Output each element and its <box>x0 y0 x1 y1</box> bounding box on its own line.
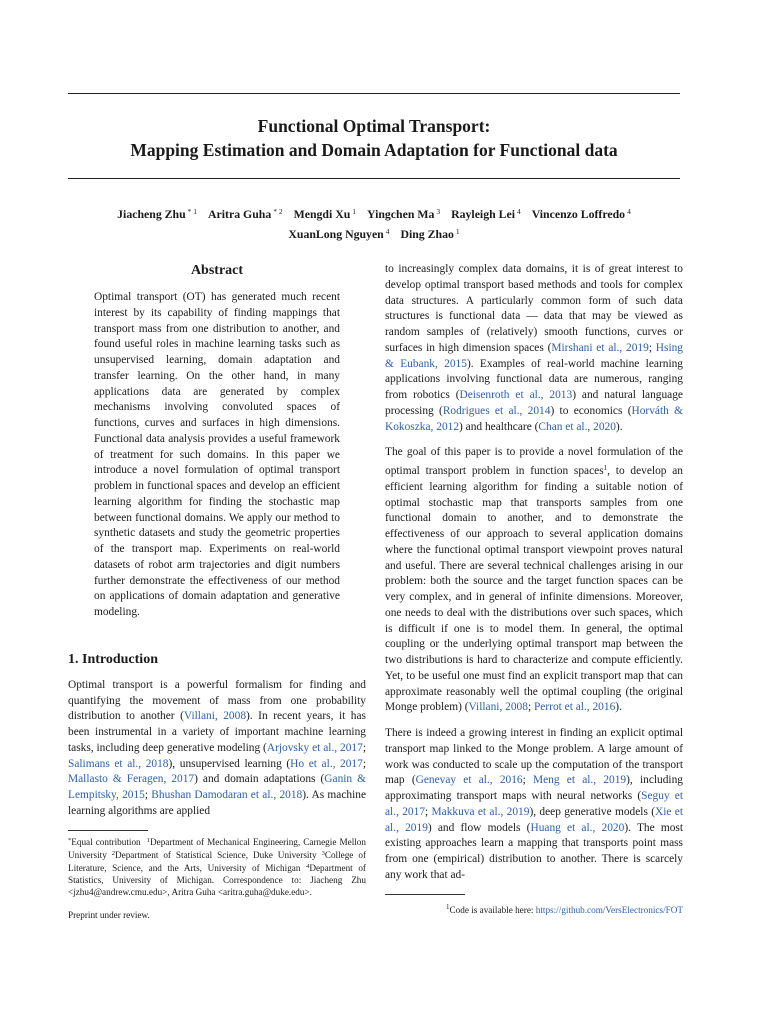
citation-link[interactable]: Makkuva et al., 2019 <box>431 805 530 818</box>
citation-link[interactable]: Mirshani et al., 2019 <box>551 341 649 354</box>
preprint-notice: Preprint under review. <box>68 909 150 920</box>
citation-link[interactable]: Bhushan Damodaran et al., 2018 <box>151 789 303 801</box>
citation-link[interactable]: Rodrigues et al., 2014 <box>442 404 551 417</box>
author: Aritra Guha $^{* 2}$ <box>208 207 283 221</box>
intro-paragraph-2: to increasingly complex data domains, it is of great interest to develop optimal transport based methods and tools for complex data structures. A particularly common form of such data structures is functional data — data that may be viewed as random samples of (relatively) smooth functions, curves or surfaces in high dimension spaces (Mirshani et al., 2019; Hsing & Eubank, 2015). Examples of real-world machine learning applications involving functional data are numerous, ranging from robotics (Deisenroth et al., 2013) and natural language processing (Rodrigues et al., 2014) to economics (Horváth & Kokoszka, 2012) and healthcare (Chan et al., 2020). <box>385 263 683 433</box>
citation-link[interactable]: Hsing & Eubank, 2015 <box>385 341 683 370</box>
citation-link[interactable]: Villani, 2008 <box>183 710 247 723</box>
code-footnote: $^1$Code is available here: https://github.com/VersElectronics/FOT <box>446 902 683 915</box>
author: XuanLong Nguyen $^4$ <box>288 227 390 241</box>
citation-link[interactable]: Perrot et al., 2016 <box>533 701 616 714</box>
intro-paragraph-4: There is indeed a growing interest in finding an explicit optimal transport map linked to the Monge problem. A large amount of work was conducted to scale up the computation of the transport map (Genevay et al., 2016; Meng et al., 2019), including approximating transport maps with neural networks (Seguy et al., 2017; Makkuva et al., 2019), deep generative models (Xie et al., 2019) and flow models (Huang et al., 2020). The most existing approaches learn a mapping that transports point mass from one (empirical) distribution to another. There is scarcely any work that ad- <box>385 727 684 881</box>
left-column <box>68 262 366 923</box>
author: Yingchen Ma $^3$ <box>366 207 441 221</box>
top-rule <box>68 93 680 94</box>
citation-link[interactable]: Horváth & Kokoszka, 2012 <box>385 404 683 433</box>
title-line-1: Functional Optimal Transport: <box>257 116 491 136</box>
citation-link[interactable]: Genevay et al., 2016 <box>415 774 523 787</box>
paper-title <box>68 114 680 162</box>
citation-link[interactable]: Arjovsky et al., 2017 <box>266 741 363 754</box>
author: Jiacheng Zhu $^{* 1}$ <box>117 207 198 221</box>
citation-link[interactable]: Xie et al., 2019 <box>385 805 684 834</box>
citation-link[interactable]: Seguy et al., 2017 <box>385 790 684 818</box>
citation-link[interactable]: Huang et al., 2020 <box>530 821 625 834</box>
footnote-marker[interactable]: 1 <box>603 464 608 472</box>
citation-link[interactable]: Chan et al., 2020 <box>538 420 616 433</box>
citation-link[interactable]: Ho et al., 2017 <box>290 757 363 770</box>
title-line-2: Mapping Estimation and Domain Adaptation for Functional data <box>130 140 618 160</box>
title-bottom-rule <box>68 178 680 179</box>
author: Mengdi Xu $^1$ <box>293 207 357 221</box>
footnote-rule <box>68 830 148 831</box>
intro-paragraph-3: The goal of this paper is to provide a novel formulation of the optimal transport problem in function spaces$^1$, to develop an efficient learning algorithm for finding a suitable notion of optimal stochastic map that transports samples from one functional domain to another, and to demonstrate the effectiveness of our approach to several application domains where the functional optimal transport viewpoint proves natural and useful. There are several technical challenges arising in our problem: both the source and the target function spaces can be very complex, and in general of infinite dimensions. Moreover, one needs to deal with the distributions over such spaces, which is difficult if one is to model them. In general, the optimal coupling or the underlying optimal transport map between the two distributions is hard to characterize and compute efficiently. Yet, to be useful one must find an explicit transport map that can approximate reasonably well the optimal coupling (the original Monge problem) (Villani, 2008; Perrot et al., 2016). <box>385 446 683 714</box>
citation-link[interactable]: Meng et al., 2019 <box>533 774 627 787</box>
author: Ding Zhao $^1$ <box>400 227 460 241</box>
author: Rayleigh Lei $^4$ <box>451 207 521 221</box>
intro-paragraph-1: Optimal transport is a powerful formalism for finding and quantifying the movement of mass from one probability distribution to another (Villani, 2008). In recent years, it has been instrumental in a variety of important machine learning tasks, including deep generative modeling (Arjovsky et al., 2017; Salimans et al., 2018), unsupervised learning (Ho et al., 2017; Mallasto & Feragen, 2017) and domain adaptations (Ganin & Lempitsky, 2015; Bhushan Damodaran et al., 2018). As machine learning algorithms are applied <box>68 678 366 817</box>
section-heading-introduction: 1. Introduction <box>68 651 158 667</box>
citation-link[interactable]: Ganin & Lempitsky, 2015 <box>68 773 366 801</box>
author-line-1 <box>68 203 680 223</box>
right-column <box>385 262 683 916</box>
citation-link[interactable]: Deisenroth et al., 2013 <box>459 389 573 401</box>
citation-link[interactable]: Mallasto & Feragen, 2017 <box>68 773 195 786</box>
citation-link[interactable]: Villani, 2008 <box>468 701 528 714</box>
author-line-2 <box>68 223 680 243</box>
abstract-heading: Abstract <box>190 263 244 278</box>
affiliation-footnote: *Equal contribution $^1$Department of Mechanical Engineering, Carnegie Mellon University $^2$Department of Statistical Science, Duke University $^3$College of Literature, Science, and the Arts, University of Michigan $^4$Department of Statistics, University of Michigan. Correspondence to: Jiacheng Zhu <jzhu4@andrew.cmu.edu>, Aritra Guha <aritra.guha@duke.edu>. <box>68 836 366 897</box>
code-link[interactable]: https://github.com/VersElectronics/FOT <box>535 904 683 915</box>
abstract-text: Optimal transport (OT) has generated much recent interest by its capability of finding mappings that transport mass from one distribution to another, and found useful roles in machine learning tasks such as unsupervised learning, domain adaptation and transfer learning. On the other hand, in many applications data are generated by complex mechanisms involving convoluted spaces of functions, curves and surfaces in high dimensions. Functional data analysis provides a useful framework of treatment for such domains. In this paper we introduce a novel formulation of optimal transport problem in functional spaces and develop an efficient learning algorithm for finding the stochastic map between functional domains. We apply our method to synthetic datasets and study the geometric properties of the transport map. Experiments on real-world datasets of robot arm trajectories and digit numbers further demonstrate the effectiveness of our method on applications of domain adaptation and generative modeling. <box>94 291 340 618</box>
footnote-rule <box>385 894 465 895</box>
citation-link[interactable]: Salimans et al., 2018 <box>68 757 169 770</box>
author: Vincenzo Loffredo $^4$ <box>531 207 631 221</box>
author-list <box>68 203 680 243</box>
